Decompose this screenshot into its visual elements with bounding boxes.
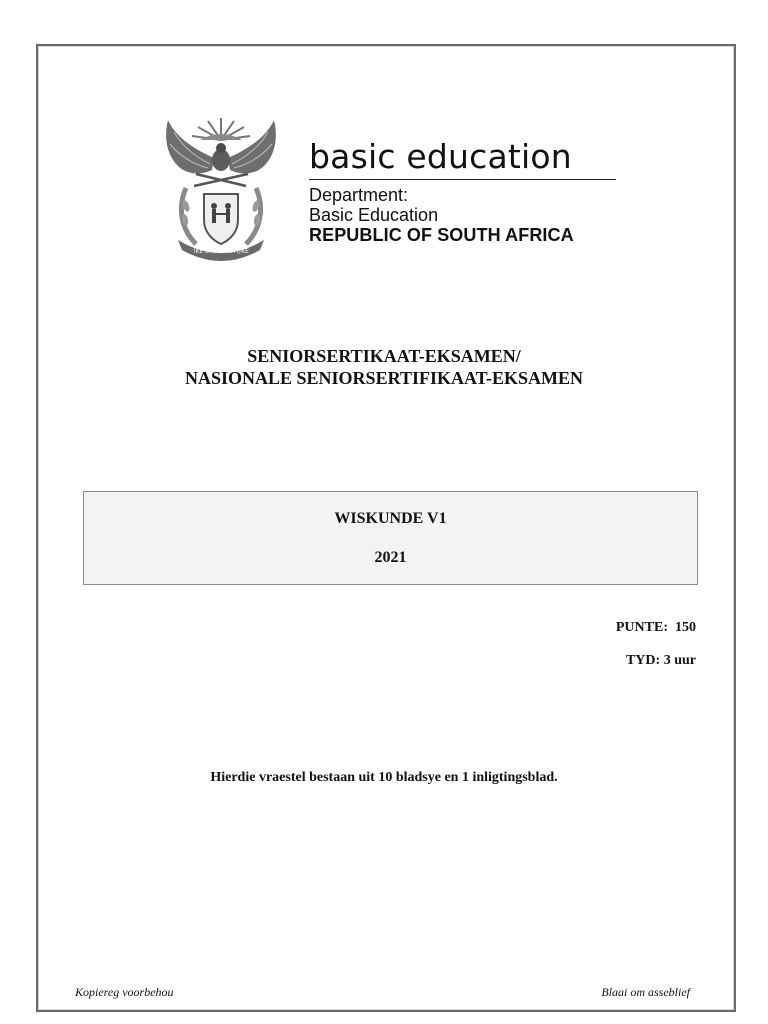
time-value: 3 uur <box>663 653 696 668</box>
exam-title-line1: SENIORSERTIKAAT-EKSAMEN/ <box>247 346 521 366</box>
time-info <box>626 653 696 669</box>
exam-year: 2021 <box>374 549 407 566</box>
brand-divider <box>309 179 616 180</box>
exam-title-line2: NASIONALE SENIORSERTIFIKAAT-EKSAMEN <box>185 368 583 388</box>
marks-label: PUNTE: <box>615 620 668 635</box>
left-wing <box>166 120 214 173</box>
department-brand <box>309 137 619 245</box>
copyright-note: Kopiereg voorbehou <box>75 985 174 999</box>
shield <box>204 194 238 244</box>
exam-heading <box>0 345 768 389</box>
country-name: REPUBLIC OF SOUTH AFRICA <box>309 225 574 245</box>
bird-head <box>216 143 226 153</box>
sun-arc <box>200 134 242 140</box>
coat-of-arms-icon <box>156 110 286 262</box>
department-label: Department: <box>309 185 409 205</box>
page-count-note: Hierdie vraestel bestaan uit 10 bladsye en 1 inligtingsblad. <box>210 770 558 785</box>
department-name: Basic Education <box>309 205 439 225</box>
subject-box <box>83 491 698 585</box>
brand-title: basic education <box>309 137 572 176</box>
time-label: TYD: <box>625 653 661 668</box>
right-wing <box>228 120 276 173</box>
subject-name: WISKUNDE V1 <box>334 510 447 527</box>
motto-text: !KE E: /XARRA //KE <box>193 248 249 255</box>
marks-value: 150 <box>675 620 696 635</box>
turn-page-note: Blaai om asseblief <box>601 985 690 999</box>
marks-info <box>616 620 696 636</box>
